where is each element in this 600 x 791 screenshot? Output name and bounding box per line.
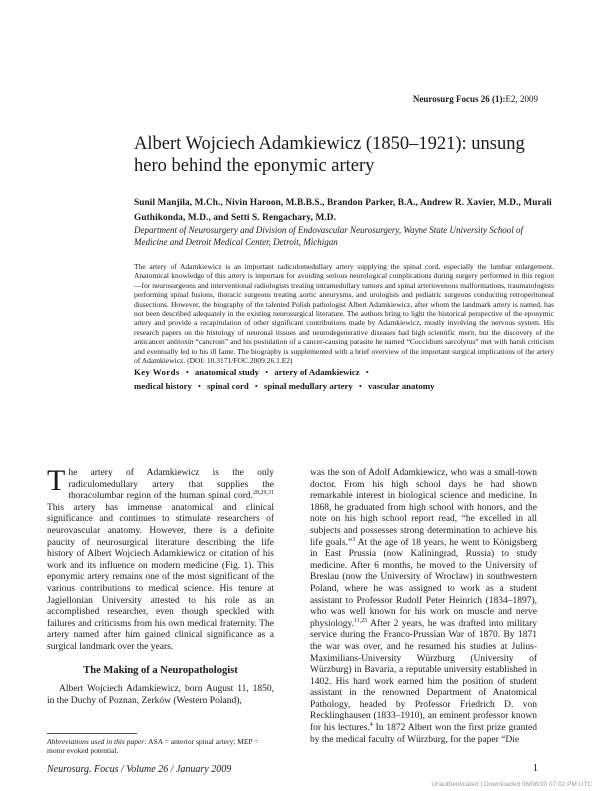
bio-text-4: In 1872 Albert won the first prize granted by the medical faculty of Würzburg, for the paper “Die — [310, 723, 537, 745]
affiliation: Department of Neurosurgery and Division of Endovascular Neurosurgery, Wayne State University School of Medicine and Detroit Medical Center, Detroit, Michigan — [134, 225, 524, 247]
intro-text-2: This artery has immense anatomical and clinical significance and continues to stimulate researchers of neurovascular anatomy. However, there is a definite paucity of neurosurgical literature describing the life history of Albert Wojciech Adamkiewicz or citation of his work and its influence on modern medicine (Fig. 1). This eponymic artery remains one of the most significant of the various contributions to medical science. His tenure at Jagiellonian University attested to his role as an accomplished researcher, even though speckled with failures and criticisms from his own medical fraternity. The artery named after him gained clinical significance as a surgical landmark over the years. — [47, 502, 274, 652]
keyword-separator: • — [185, 367, 189, 377]
bio-text-2: At the age of 18 years, he went to Königsberg in East Prussia (now Kaliningrad, Russia) to study medicine. After 6 months, he moved to the University of Breslau (now the University of Wroclaw) in southwestern Poland, where he was assigned to work as a student assistant to Professor Rudolf Peter Heinrich (1834–1897), who was well known for his work on muscle and nerve physiology. — [310, 537, 537, 629]
keyword-separator: • — [254, 381, 258, 391]
keyword-separator: • — [365, 367, 369, 377]
article-title: Albert Wojciech Adamkiewicz (1850–1921): unsung hero behind the eponymic artery — [134, 134, 525, 176]
journal-ref-plain: E2, 2009 — [505, 94, 538, 104]
biography-paragraph — [310, 468, 537, 746]
footnote-label: Abbreviations used in this paper: — [47, 737, 147, 746]
keyword-separator: • — [197, 381, 201, 391]
intro-text-1: he artery of Adamkiewicz is the only radiculomedullary artery that supplies the thoracolumbar region of the human spinal cord. — [68, 468, 274, 502]
footnote-divider — [47, 733, 137, 734]
keyword: spinal medullary artery — [263, 381, 353, 391]
citation-ref: 4 — [369, 721, 373, 728]
citation-ref: 3 — [352, 536, 356, 543]
body-column-left — [47, 464, 274, 707]
page-number: 1 — [532, 763, 538, 774]
section-paragraph: Albert Wojciech Adamkiewicz, born August 11, 1850, in the Duchy of Poznan, Zerków (Western Poland), — [47, 684, 274, 706]
citation-ref: 11,25 — [353, 617, 368, 624]
keyword: spinal cord — [207, 381, 249, 391]
abstract: The artery of Adamkiewicz is an important radiculomedullary artery supplying the spinal cord, especially the lumbar enlargement. Anatomical knowledge of this artery is important for avoiding serious neurological complications during surgery performed in this region—for neurosurgeons and interventional radiologists treating intramedullary tumors and spinal arteriovenous malformations, traumatologists performing spinal fusions, thoracic surgeons treating aortic aneurysms, and urologists and pediatric surgeons conducting retroperitoneal dissections. However, the biography of the talented Polish pathologist Albert Adamkiewicz, after whom the landmark artery is named, has not been described adequately in the existing neurosurgical literature. The authors bring to light the historical perspective of the eponymic artery and provide a recapitulation of other significant contributions made by Adamkiewicz, mostly involving the nervous system. His research papers on the histology of neuronal tissues and neurodegenerative diseases had high scientific merit, but the discovery of the anticancer antitoxin “cancroin” and his postulation of a cancer-causing parasite he named “Coccidium sarcolytus” met with harsh criticism and eventually led to his ill fame. The biography is supplemented with a brief overview of the important surgical implications of the artery of Adamkiewicz. (DOI: 10.3171/FOC.2009.26.1.E2) — [134, 262, 554, 366]
body-column-right — [310, 468, 537, 746]
keyword: anatomical study — [194, 367, 260, 377]
keywords-label: Key Words — [134, 367, 180, 377]
keyword: medical history — [134, 381, 192, 391]
author-list: Sunil Manjila, M.Ch., Nivin Haroon, M.B.B.S., Brandon Parker, B.A., Andrew R. Xavier, M.D., Murali Guthikonda, M.D., and Setti S. Rengachary, M.D. — [134, 198, 552, 223]
intro-paragraph — [47, 464, 274, 654]
footnote-text: ASA = anterior spinal artery; MEP = motor evoked potential. — [47, 737, 259, 755]
section-heading: The Making of a Neuropathologist — [83, 664, 238, 676]
keyword: vascular anatomy — [367, 381, 435, 391]
citation-ref: 28,29,31 — [253, 490, 274, 497]
abbreviations-footnote — [47, 737, 274, 755]
bio-text-1: was the son of Adolf Adamkiewicz, who was a small-town doctor. From his high school days he had shown remarkable interest in biological science and medicine. In 1868, he graduated from high school with honors, and the note on his high school report read, “he excelled in all subjects and possesses strong determination to achieve his life goals.” — [310, 468, 537, 548]
keyword-separator: • — [358, 381, 362, 391]
drop-cap: T — [47, 464, 66, 497]
bio-text-3: After 2 years, he was drafted into military service during the Franco-Prussian War of 1870. By 1871 the war was over, and he resumed his studies at Julius-Maximilians-University Würzburg (University of Würzburg) in Bavaria, a reputable university established in 1402. His hard work earned him the position of student assistant in the renowned Department of Anatomical Pathology, headed by Professor Friedrich D. von Recklinghausen (1833–1910), an eminent professor known for his lectures. — [310, 618, 537, 734]
keyword: artery of Adamkiewicz — [274, 367, 360, 377]
journal-ref-bold: Neurosurg Focus 26 (1): — [412, 94, 506, 104]
download-watermark: Unauthenticated | Downloaded 06/08/20 07:02 PM UTC — [431, 781, 592, 788]
keywords-block — [134, 365, 554, 393]
journal-reference — [413, 94, 538, 104]
journal-footer: Neurosurg. Focus / Volume 26 / January 2009 — [47, 764, 232, 775]
keyword-separator: • — [265, 367, 269, 377]
